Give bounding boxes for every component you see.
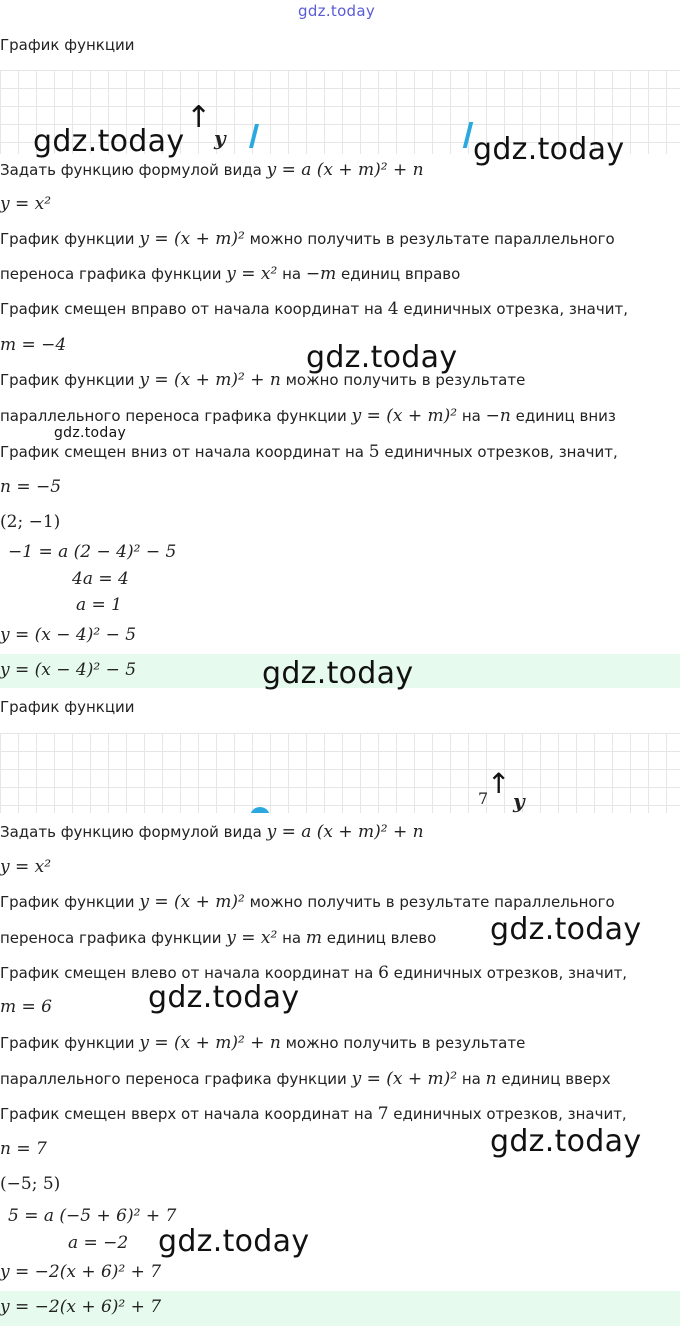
equation: a = −2	[68, 1233, 129, 1253]
text: График функции	[0, 371, 135, 389]
text: параллельного переноса графика функции	[0, 1070, 347, 1088]
formula-intro: Задать функцию формулой вида	[0, 161, 262, 179]
answer-box	[0, 1291, 680, 1326]
watermark: gdz.today	[490, 1124, 642, 1159]
watermark: gdz.today	[54, 425, 127, 441]
text-line	[0, 892, 615, 912]
text: единиц влево	[326, 929, 437, 947]
text-line	[0, 442, 618, 462]
text-line	[0, 406, 616, 426]
watermark: gdz.today	[262, 656, 414, 691]
text: на	[461, 407, 481, 425]
formula: y = (x + m)²	[351, 406, 458, 426]
text: единичных отрезков, значит,	[384, 443, 618, 461]
equation: 4a = 4	[72, 569, 129, 589]
formula: y = a (x + m)² + n	[266, 822, 424, 842]
n-value: n = −5	[0, 477, 62, 497]
watermark: gdz.today	[33, 124, 185, 159]
n-value: n = 7	[0, 1139, 47, 1159]
formula: m	[305, 928, 322, 948]
text: единиц вниз	[515, 407, 616, 425]
text: График функции	[0, 893, 135, 911]
formula: y = (x + m)²	[139, 229, 245, 249]
result: y = (x − 4)² − 5	[0, 625, 137, 645]
text: на	[461, 1070, 481, 1088]
graph-image	[0, 733, 680, 813]
text: единичных отрезков, значит,	[393, 1105, 627, 1123]
equation: a = 1	[76, 595, 123, 615]
base-function: y = x²	[0, 194, 52, 214]
formula: y = (x + m)² + n	[139, 1033, 281, 1053]
text: можно получить в результате параллельного	[249, 230, 615, 248]
text-line	[0, 1069, 611, 1089]
text: параллельного переноса графика функции	[0, 407, 347, 425]
formula: −n	[485, 406, 511, 426]
formula: y = (x + m)² + n	[139, 370, 281, 390]
axis-y-label: y	[513, 789, 525, 813]
text: График функции	[0, 230, 135, 248]
text: График смещен вниз от начала координат на	[0, 443, 364, 461]
text: единичных отрезка, значит,	[403, 300, 628, 318]
text: График смещен влево от начала координат на	[0, 964, 374, 982]
text-line	[0, 264, 460, 284]
text: на	[282, 265, 302, 283]
formula: y = x²	[226, 928, 278, 948]
parabola-branch-left	[249, 124, 259, 148]
axis-number: 7	[478, 789, 489, 808]
text: единичных отрезков, значит,	[393, 964, 628, 982]
formula: y = (x + m)²	[351, 1069, 458, 1089]
text: переноса графика функции	[0, 265, 222, 283]
text-line	[0, 370, 525, 390]
text-line	[0, 299, 628, 319]
point: (2; −1)	[0, 512, 61, 532]
text-line	[0, 160, 424, 180]
answer: y = (x − 4)² − 5	[0, 660, 137, 680]
text: единиц вправо	[341, 265, 461, 283]
graph-label: График функции	[0, 36, 135, 54]
text-line	[0, 1033, 525, 1053]
watermark: gdz.today	[490, 912, 642, 947]
parabola-branch-right	[463, 122, 473, 148]
m-value: m = −4	[0, 335, 67, 355]
equation: −1 = a (2 − 4)² − 5	[8, 542, 177, 562]
text-line	[0, 928, 436, 948]
number: 5	[368, 442, 380, 462]
number: 4	[387, 299, 399, 319]
text: можно получить в результате параллельного	[249, 893, 615, 911]
watermark: gdz.today	[148, 980, 300, 1015]
answer: y = −2(x + 6)² + 7	[0, 1297, 162, 1317]
formula: −m	[305, 264, 337, 284]
axis-arrow-icon: ↑	[487, 767, 511, 800]
text: можно получить в результате	[285, 371, 526, 389]
formula: n	[485, 1069, 497, 1089]
text: График смещен вправо от начала координат на	[0, 300, 383, 318]
text-line	[0, 822, 424, 842]
formula: y = (x + m)²	[139, 892, 245, 912]
watermark-top: gdz.today	[298, 2, 376, 20]
number: 6	[378, 963, 389, 983]
text: переноса графика функции	[0, 929, 222, 947]
watermark: gdz.today	[158, 1224, 310, 1259]
watermark: gdz.today	[306, 340, 458, 375]
formula-intro: Задать функцию формулой вида	[0, 823, 262, 841]
point: (−5; 5)	[0, 1174, 61, 1194]
graph-label: График функции	[0, 698, 135, 716]
text: можно получить в результате	[285, 1034, 526, 1052]
equation: 5 = a (−5 + 6)² + 7	[8, 1206, 177, 1226]
text: на	[282, 929, 302, 947]
base-function: y = x²	[0, 857, 52, 877]
text: График смещен вверх от начала координат на	[0, 1105, 373, 1123]
result: y = −2(x + 6)² + 7	[0, 1262, 162, 1282]
text-line	[0, 1104, 627, 1124]
text: График функции	[0, 1034, 135, 1052]
parabola-vertex-mark	[250, 807, 270, 813]
text-line	[0, 229, 615, 249]
axis-y-label: y	[214, 126, 226, 150]
text-line	[0, 963, 627, 983]
watermark: gdz.today	[473, 132, 625, 167]
number: 7	[377, 1104, 389, 1124]
text: единиц вверх	[501, 1070, 611, 1088]
axis-arrow-icon: ↑	[186, 100, 212, 135]
formula: y = a (x + m)² + n	[266, 160, 424, 180]
formula: y = x²	[226, 264, 278, 284]
m-value: m = 6	[0, 997, 52, 1017]
